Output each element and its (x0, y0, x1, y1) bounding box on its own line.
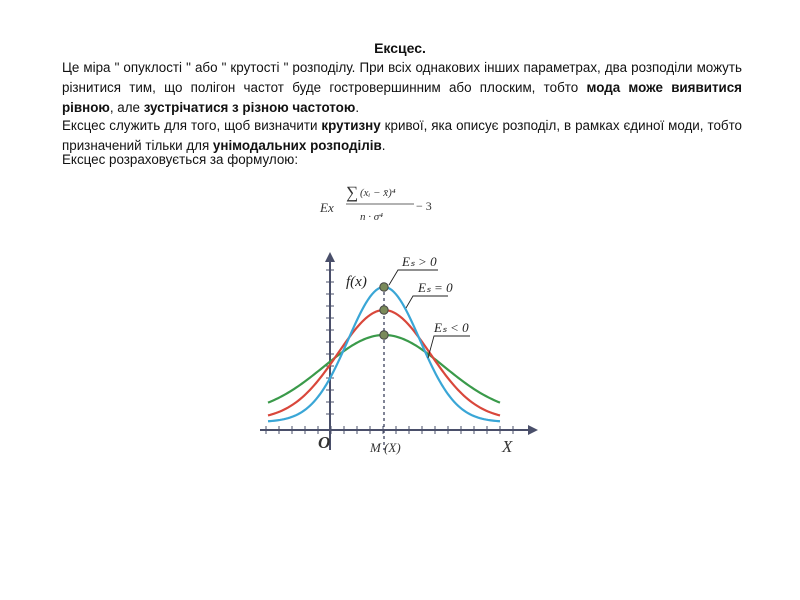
kurtosis-formula (318, 178, 438, 230)
origin-label: O (318, 433, 331, 452)
y-axis-label: f(x) (346, 274, 367, 290)
mode-label: M (X) (370, 440, 401, 455)
text-run: Це міра " опуклості " або " крутості " розподілу. При всіх однакових інших параметрах, два розподіли можуть різнитися тим, що полігон частот буде гостровершинним або плоским, тобто (62, 60, 742, 95)
section-title: Ексцес. (374, 40, 426, 56)
legend-high-label: Eₛ > 0 (402, 254, 437, 269)
text-run: Ексцес служить для того, щоб визначити (62, 118, 322, 133)
emphasis-mode-equal: мода може виявитися рівною (62, 80, 742, 115)
formula-sum: ∑ (346, 183, 359, 202)
formula-lhs: Ex (320, 200, 334, 215)
peak-point-mid (380, 306, 388, 314)
axis-ticks (266, 270, 513, 434)
formula-denominator: n · σ⁴ (360, 211, 383, 223)
formula-numerator: (xᵢ − x̄)⁴ (360, 187, 396, 199)
leader-line-mid (406, 296, 448, 308)
legend-mid-label: Eₛ = 0 (418, 280, 453, 295)
emphasis-steepness: крутизну (321, 118, 381, 133)
curve-low-kurtosis (268, 335, 500, 403)
paragraph-formula-intro: Ексцес розраховується за формулою: (62, 152, 299, 167)
peak-point-high (380, 283, 388, 291)
leader-line-low (428, 336, 470, 358)
paragraph-definition (62, 58, 742, 118)
text-run: , але (109, 100, 144, 115)
text-run: . (381, 138, 386, 153)
emphasis-different-frequency: зустрічатися з різною частотою (143, 100, 356, 115)
x-axis-arrow (528, 425, 538, 435)
legend-low-label: Eₛ < 0 (434, 320, 469, 335)
formula-tail: − 3 (416, 199, 432, 213)
text-run: . (355, 100, 360, 115)
kurtosis-diagram (258, 250, 538, 462)
y-axis-arrow (325, 252, 335, 262)
text-run: кривої, яка описує розподіл, в рамках єдиної моди, тобто призначений тільки для (62, 118, 742, 153)
x-axis-label: X (502, 437, 513, 456)
emphasis-unimodal: унімодальних розподілів (212, 138, 382, 153)
peak-point-low (380, 331, 388, 339)
